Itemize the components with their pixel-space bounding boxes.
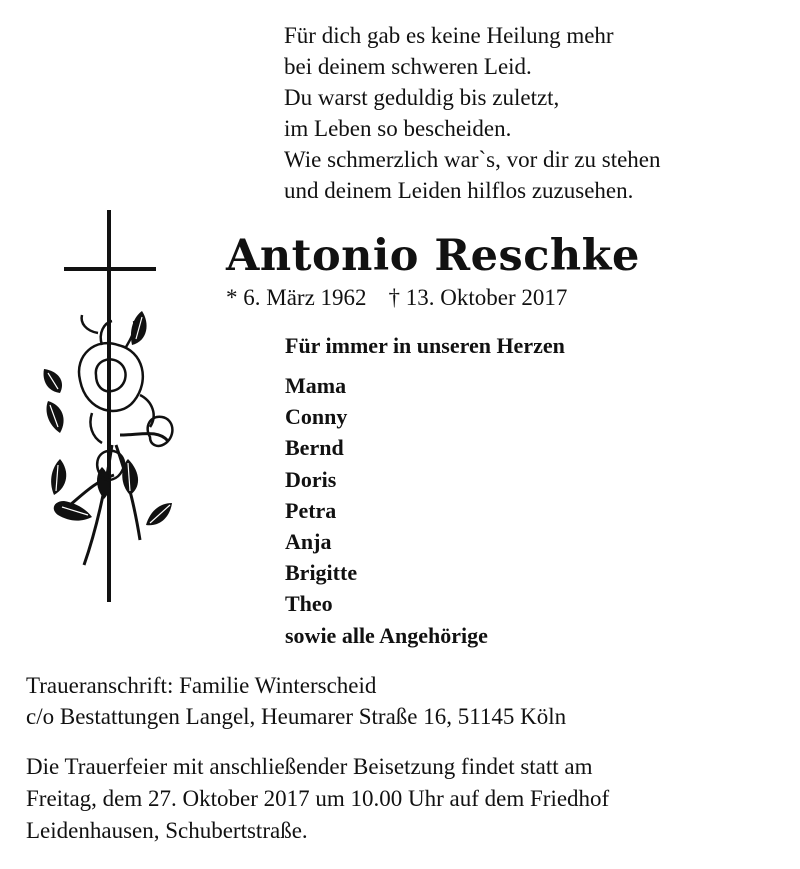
list-item: Theo: [285, 591, 333, 617]
birth-date: * 6. März 1962: [226, 285, 367, 310]
list-item: Petra: [285, 497, 337, 523]
death-date: † 13. Oktober 2017: [388, 285, 568, 310]
mourning-address: [26, 670, 566, 732]
poem-line: Du warst geduldig bis zuletzt,: [284, 85, 560, 110]
ceremony-notice: [26, 751, 609, 847]
address-line: Traueranschrift: Familie Winterscheid: [26, 673, 377, 698]
poem-line: im Leben so bescheiden.: [284, 116, 512, 141]
closing-line: Für immer in unseren Herzen: [285, 333, 565, 358]
life-dates: [226, 284, 567, 312]
poem-line: Für dich gab es keine Heilung mehr: [284, 23, 614, 48]
poem-line: bei deinem schweren Leid.: [284, 54, 532, 79]
list-item: Mama: [285, 373, 347, 398]
list-item: Anja: [285, 529, 332, 555]
list-item: Doris: [285, 466, 337, 492]
list-item: Conny: [285, 404, 348, 430]
list-item: Bernd: [285, 435, 344, 461]
address-line: c/o Bestattungen Langel, Heumarer Straße 16, 51145 Köln: [26, 704, 567, 729]
cross-with-roses-icon: [40, 205, 190, 605]
ceremony-line: Leidenhausen, Schubertstraße.: [26, 818, 308, 843]
list-item: sowie alle Angehörige: [285, 622, 488, 648]
list-item: Brigitte: [285, 560, 358, 586]
deceased-name: Antonio Reschke: [226, 231, 640, 281]
mourners-list: [285, 370, 488, 651]
ceremony-line: Freitag, dem 27. Oktober 2017 um 10.00 Uhr auf dem Friedhof: [26, 786, 610, 811]
poem-line: und deinem Leiden hilflos zuzusehen.: [284, 178, 634, 203]
ceremony-line: Die Trauerfeier mit anschließender Beisetzung findet statt am: [26, 754, 593, 779]
memorial-poem: [284, 20, 784, 206]
poem-line: Wie schmerzlich war`s, vor dir zu stehen: [284, 147, 661, 172]
